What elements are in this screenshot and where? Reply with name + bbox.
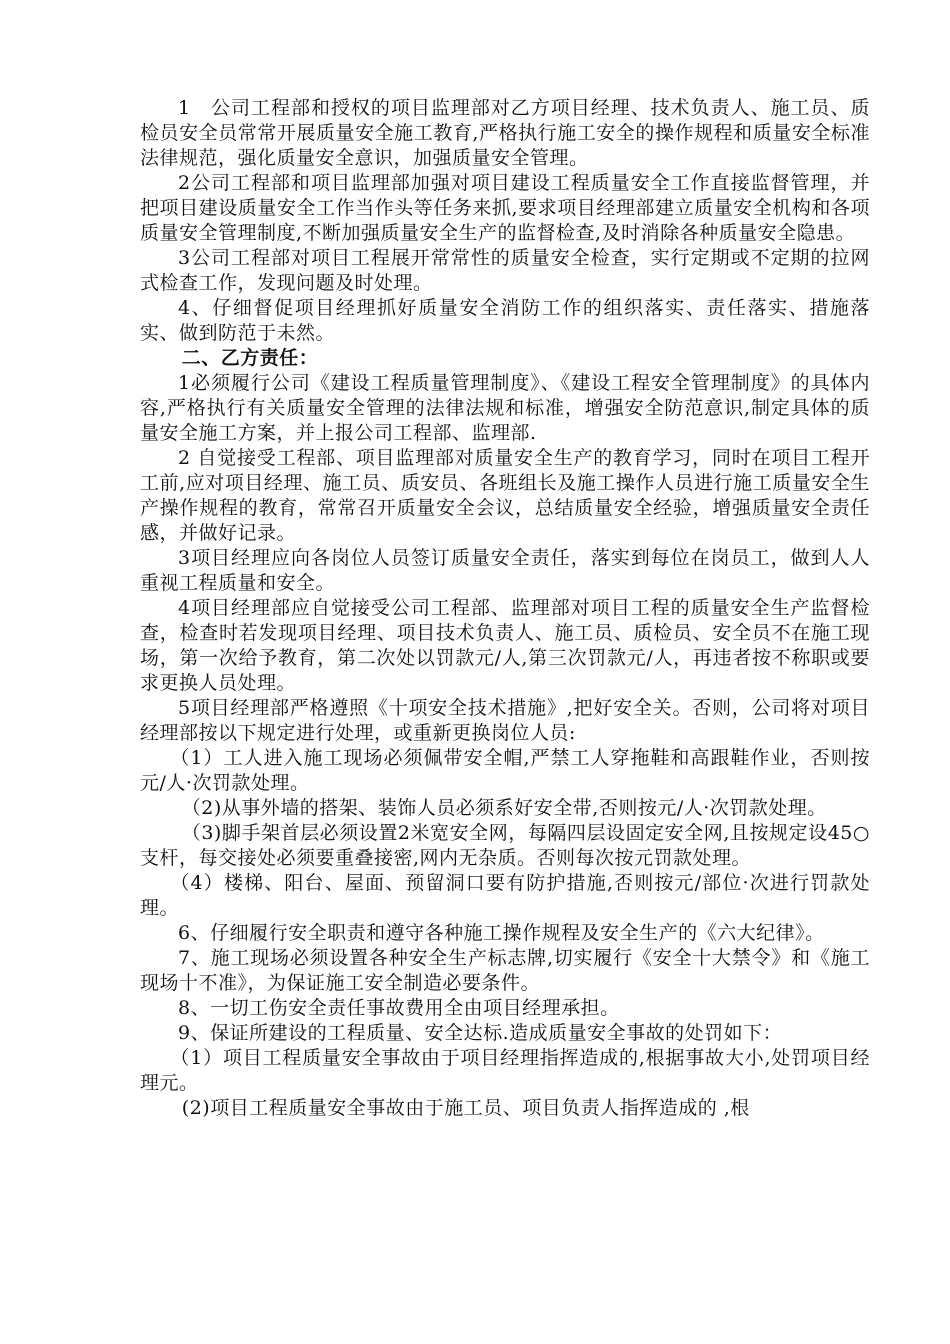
paragraph-item-9-1: （1）项目工程质量安全事故由于项目经理指挥造成的,根据事故大小,处罚项目经理元。 (140, 1047, 870, 1094)
paragraph-company-2: 2公司工程部和项目监理部加强对项目建设工程质量安全工作直接监督管理，并把项目建设质量安全工作当作头等任务来抓,要求项目经理部建立质量安全机构和各项质量安全管理制度,不断加强质量安全生产的监督检查,及时消除各种质量安全隐患。 (140, 172, 870, 244)
paragraph-item-5-3: （3)脚手架首层必须设置2米宽安全网，每隔四层设固定安全网,且按规定设45○支杆，每交接处必须要重叠接密,网内无杂质。否则每次按元罚款处理。 (140, 822, 870, 869)
paragraph-party-b-3: 3项目经理应向各岗位人员签订质量安全责任，落实到每位在岗员工，做到人人重视工程质量和安全。 (140, 547, 870, 594)
paragraph-party-b-9: 9、保证所建设的工程质量、安全达标.造成质量安全事故的处罚如下： (178, 1022, 783, 1044)
paragraph-party-b-8: 8、一切工伤安全责任事故费用全由项目经理承担。 (178, 997, 620, 1019)
paragraph-item-5-4: （4）楼梯、阳台、屋面、预留洞口要有防护措施,否则按元/部位·次进行罚款处理。 (140, 872, 870, 919)
paragraph-item-5-1: （1）工人进入施工现场必须佩带安全帽,严禁工人穿拖鞋和高跟鞋作业，否则按元/人·次罚款处理。 (140, 747, 870, 794)
paragraph-company-1: 1 公司工程部和授权的项目监理部对乙方项目经理、技术负责人、施工员、质检员安全员常常开展质量安全施工教育,严格执行施工安全的操作规程和质量安全标准法律规范，强化质量安全意识，加强质量安全管理。 (140, 97, 870, 169)
paragraph-party-b-6: 6、仔细履行安全职责和遵守各种施工操作规程及安全生产的《六大纪律》。 (178, 922, 825, 944)
paragraph-item-9-2: (2)项目工程质量安全事故由于施工员、项目负责人指挥造成的 ,根 (181, 1097, 750, 1119)
paragraph-party-b-2: 2 自觉接受工程部、项目监理部对质量安全生产的教育学习，同时在项目工程开工前,应对项目经理、施工员、质安员、各班组长及施工操作人员进行施工质量安全生产操作规程的教育，常常召开质量安全会议，总结质量安全经验，增强质量安全责任感，并做好记录。 (140, 447, 870, 544)
paragraph-party-b-5: 5项目经理部严格遵照《十项安全技术措施》,把好安全关。否则，公司将对项目经理部按以下规定进行处理，或重新更换岗位人员: (140, 697, 870, 744)
paragraph-party-b-7: 7、施工现场必须设置各种安全生产标志牌,切实履行《安全十大禁令》和《施工现场十不准》，为保证施工安全制造必要条件。 (140, 947, 870, 994)
paragraph-item-5-2: （2)从事外墙的搭架、装饰人员必须系好安全带,否则按元/人·次罚款处理。 (181, 797, 827, 819)
document-body (140, 96, 870, 1121)
paragraph-party-b-4: 4项目经理部应自觉接受公司工程部、监理部对项目工程的质量安全生产监督检查，检查时若发现项目经理、项目技术负责人、施工员、质检员、安全员不在施工现场，第一次给予教育，第二次处以罚款元/人,第三次罚款元/人，再违者按不称职或要求更换人员处理。 (140, 597, 870, 694)
paragraph-company-4: 4、仔细督促项目经理抓好质量安全消防工作的组织落实、责任落实、措施落实、做到防范于未然。 (140, 297, 870, 344)
section-heading-party-b: 二、乙方责任： (181, 347, 319, 369)
paragraph-company-3: 3公司工程部对项目工程展开常常性的质量安全检查，实行定期或不定期的拉网式检查工作，发现问题及时处理。 (140, 247, 870, 294)
paragraph-party-b-1: 1必须履行公司《建设工程质量管理制度》、《建设工程安全管理制度》的具体内容,严格执行有关质量安全管理的法律法规和标准，增强安全防范意识,制定具体的质量安全施工方案，并上报公司工程部、监理部. (140, 372, 870, 444)
